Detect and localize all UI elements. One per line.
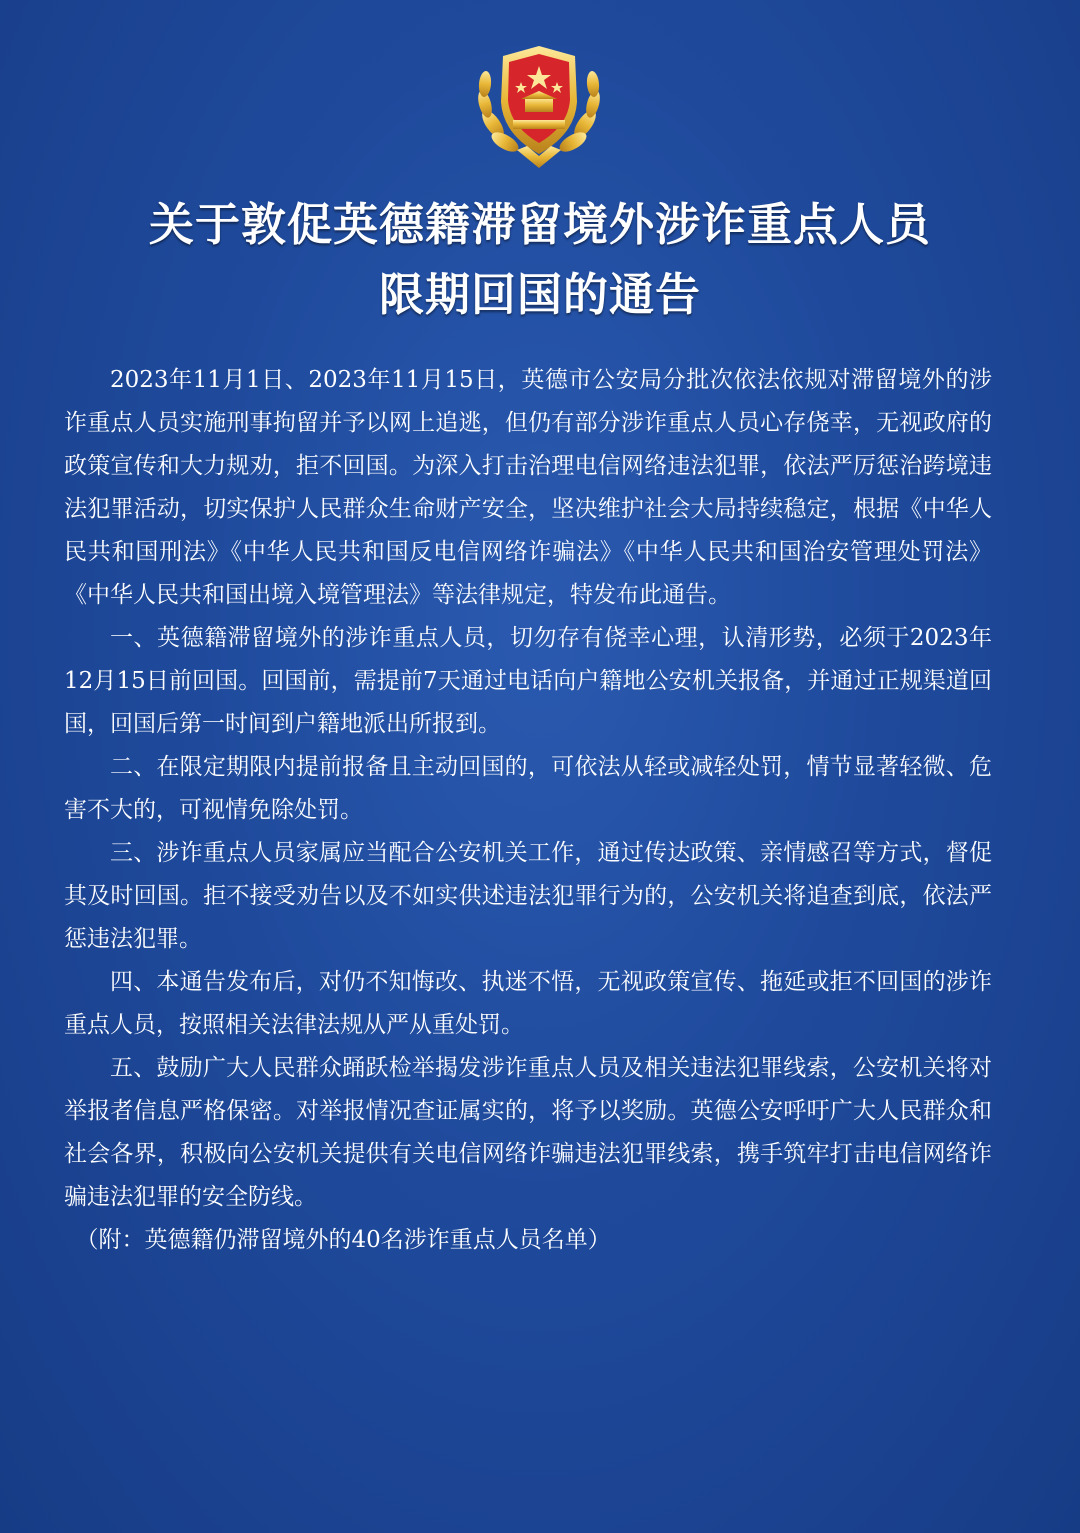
attachment-note: （附：英德籍仍滞留境外的40名涉诈重点人员名单） <box>75 1227 611 1253</box>
clause-2-paragraph: 二、在限定期限内提前报备且主动回国的，可依法从轻或减轻处罚，情节显著轻微、危害不大的，可视情免除处罚。 <box>64 754 992 823</box>
clause-4-paragraph: 四、本通告发布后，对仍不知悔改、执迷不悟，无视政策宣传、拖延或拒不回国的涉诈重点人员，按照相关法律法规从严从重处罚。 <box>64 969 992 1038</box>
notice-body <box>64 359 992 1262</box>
police-emblem-icon <box>471 42 607 170</box>
clause-5-paragraph: 五、鼓励广大人民群众踊跃检举揭发涉诈重点人员及相关违法犯罪线索，公安机关将对举报者信息严格保密。对举报情况查证属实的，将予以奖励。英德公安呼吁广大人民群众和社会各界，积极向公安机关提供有关电信网络诈骗违法犯罪线索，携手筑牢打击电信网络诈骗违法犯罪的安全防线。 <box>64 1055 992 1210</box>
clause-1-paragraph: 一、英德籍滞留境外的涉诈重点人员，切勿存有侥幸心理，认清形势，必须于2023年12月15日前回国。回国前，需提前7天通过电话向户籍地公安机关报备，并通过正规渠道回国，回国后第一时间到户籍地派出所报到。 <box>64 625 992 737</box>
intro-paragraph: 2023年11月1日、2023年11月15日，英德市公安局分批次依法依规对滞留境外的涉诈重点人员实施刑事拘留并予以网上追逃，但仍有部分涉诈重点人员心存侥幸，无视政府的政策宣传和大力规劝，拒不回国。为深入打击治理电信网络违法犯罪，依法严厉惩治跨境违法犯罪活动，切实保护人民群众生命财产安全，坚决维护社会大局持续稳定，根据《中华人民共和国刑法》《中华人民共和国反电信网络诈骗法》《中华人民共和国治安管理处罚法》《中华人民共和国出境入境管理法》等法律规定，特发布此通告。 <box>64 367 992 608</box>
notice-title-line1: 关于敦促英德籍滞留境外涉诈重点人员 <box>148 198 931 251</box>
notice-title-line2: 限期回国的通告 <box>378 268 701 321</box>
clause-3-paragraph: 三、涉诈重点人员家属应当配合公安机关工作，通过传达政策、亲情感召等方式，督促其及时回国。拒不接受劝告以及不如实供述违法犯罪行为的，公安机关将追查到底，依法严惩违法犯罪。 <box>64 840 992 952</box>
